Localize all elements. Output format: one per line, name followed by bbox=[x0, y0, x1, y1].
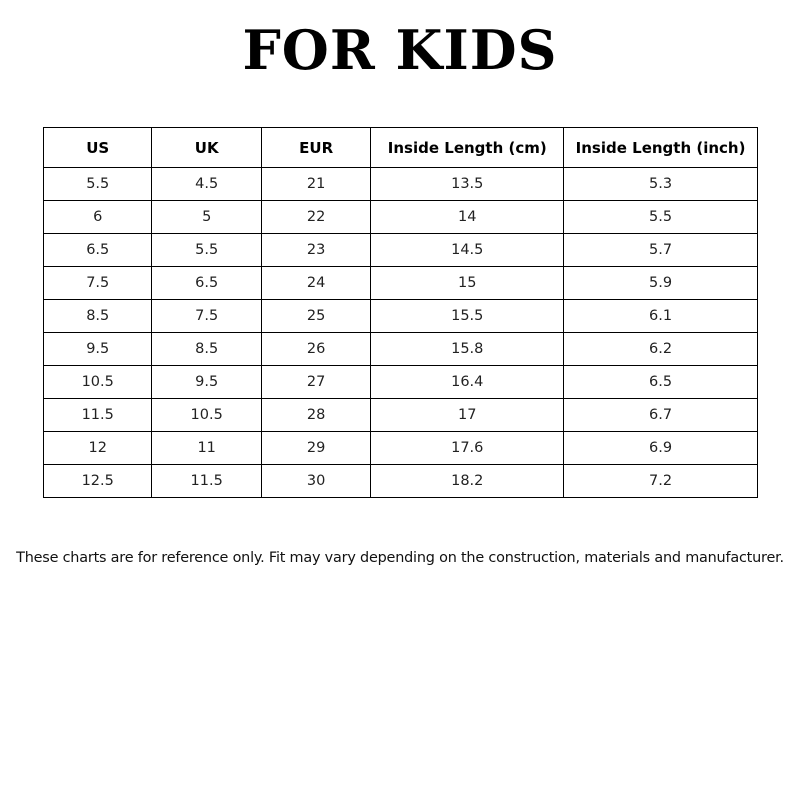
header-inside-length-cm: Inside Length (cm) bbox=[371, 128, 564, 168]
cell-us: 7.5 bbox=[44, 267, 152, 300]
cell-uk: 5 bbox=[152, 201, 261, 234]
header-eur: EUR bbox=[261, 128, 370, 168]
cell-eur: 25 bbox=[261, 300, 370, 333]
cell-inside-length-inch: 5.7 bbox=[564, 234, 758, 267]
cell-inside-length-cm: 15.8 bbox=[371, 333, 564, 366]
cell-inside-length-cm: 14 bbox=[371, 201, 564, 234]
cell-eur: 29 bbox=[261, 432, 370, 465]
cell-inside-length-cm: 17.6 bbox=[371, 432, 564, 465]
table-row bbox=[44, 168, 758, 201]
cell-us: 9.5 bbox=[44, 333, 152, 366]
cell-eur: 21 bbox=[261, 168, 370, 201]
cell-us: 6.5 bbox=[44, 234, 152, 267]
cell-inside-length-cm: 15 bbox=[371, 267, 564, 300]
header-row bbox=[44, 128, 758, 168]
cell-us: 8.5 bbox=[44, 300, 152, 333]
table-row bbox=[44, 201, 758, 234]
cell-eur: 28 bbox=[261, 399, 370, 432]
cell-uk: 10.5 bbox=[152, 399, 261, 432]
cell-uk: 9.5 bbox=[152, 366, 261, 399]
header-us: US bbox=[44, 128, 152, 168]
cell-inside-length-cm: 15.5 bbox=[371, 300, 564, 333]
cell-eur: 30 bbox=[261, 465, 370, 498]
cell-inside-length-inch: 6.2 bbox=[564, 333, 758, 366]
cell-us: 12 bbox=[44, 432, 152, 465]
cell-us: 5.5 bbox=[44, 168, 152, 201]
cell-eur: 26 bbox=[261, 333, 370, 366]
table-row bbox=[44, 399, 758, 432]
table-row bbox=[44, 465, 758, 498]
cell-inside-length-inch: 6.1 bbox=[564, 300, 758, 333]
cell-inside-length-inch: 5.3 bbox=[564, 168, 758, 201]
cell-eur: 27 bbox=[261, 366, 370, 399]
cell-inside-length-cm: 14.5 bbox=[371, 234, 564, 267]
size-chart-table bbox=[43, 127, 758, 498]
cell-eur: 24 bbox=[261, 267, 370, 300]
cell-inside-length-inch: 6.7 bbox=[564, 399, 758, 432]
table-row bbox=[44, 267, 758, 300]
header-uk: UK bbox=[152, 128, 261, 168]
cell-us: 10.5 bbox=[44, 366, 152, 399]
cell-uk: 11.5 bbox=[152, 465, 261, 498]
cell-eur: 22 bbox=[261, 201, 370, 234]
header-inside-length-inch: Inside Length (inch) bbox=[564, 128, 758, 168]
cell-inside-length-inch: 5.9 bbox=[564, 267, 758, 300]
cell-inside-length-cm: 17 bbox=[371, 399, 564, 432]
cell-uk: 7.5 bbox=[152, 300, 261, 333]
cell-eur: 23 bbox=[261, 234, 370, 267]
table-header bbox=[44, 128, 758, 168]
cell-us: 11.5 bbox=[44, 399, 152, 432]
cell-uk: 4.5 bbox=[152, 168, 261, 201]
table-row bbox=[44, 333, 758, 366]
page-title: FOR KIDS bbox=[242, 18, 558, 82]
cell-inside-length-inch: 5.5 bbox=[564, 201, 758, 234]
cell-inside-length-inch: 6.5 bbox=[564, 366, 758, 399]
cell-inside-length-cm: 18.2 bbox=[371, 465, 564, 498]
table-row bbox=[44, 366, 758, 399]
table-row bbox=[44, 300, 758, 333]
cell-uk: 8.5 bbox=[152, 333, 261, 366]
cell-inside-length-cm: 16.4 bbox=[371, 366, 564, 399]
cell-inside-length-inch: 7.2 bbox=[564, 465, 758, 498]
table-row bbox=[44, 432, 758, 465]
cell-uk: 6.5 bbox=[152, 267, 261, 300]
cell-uk: 11 bbox=[152, 432, 261, 465]
table-row bbox=[44, 234, 758, 267]
cell-inside-length-cm: 13.5 bbox=[371, 168, 564, 201]
cell-us: 12.5 bbox=[44, 465, 152, 498]
disclaimer-note: These charts are for reference only. Fit may vary depending on the construction, materials and manufacturer. bbox=[16, 550, 784, 566]
table-body bbox=[44, 168, 758, 498]
cell-us: 6 bbox=[44, 201, 152, 234]
cell-uk: 5.5 bbox=[152, 234, 261, 267]
cell-inside-length-inch: 6.9 bbox=[564, 432, 758, 465]
